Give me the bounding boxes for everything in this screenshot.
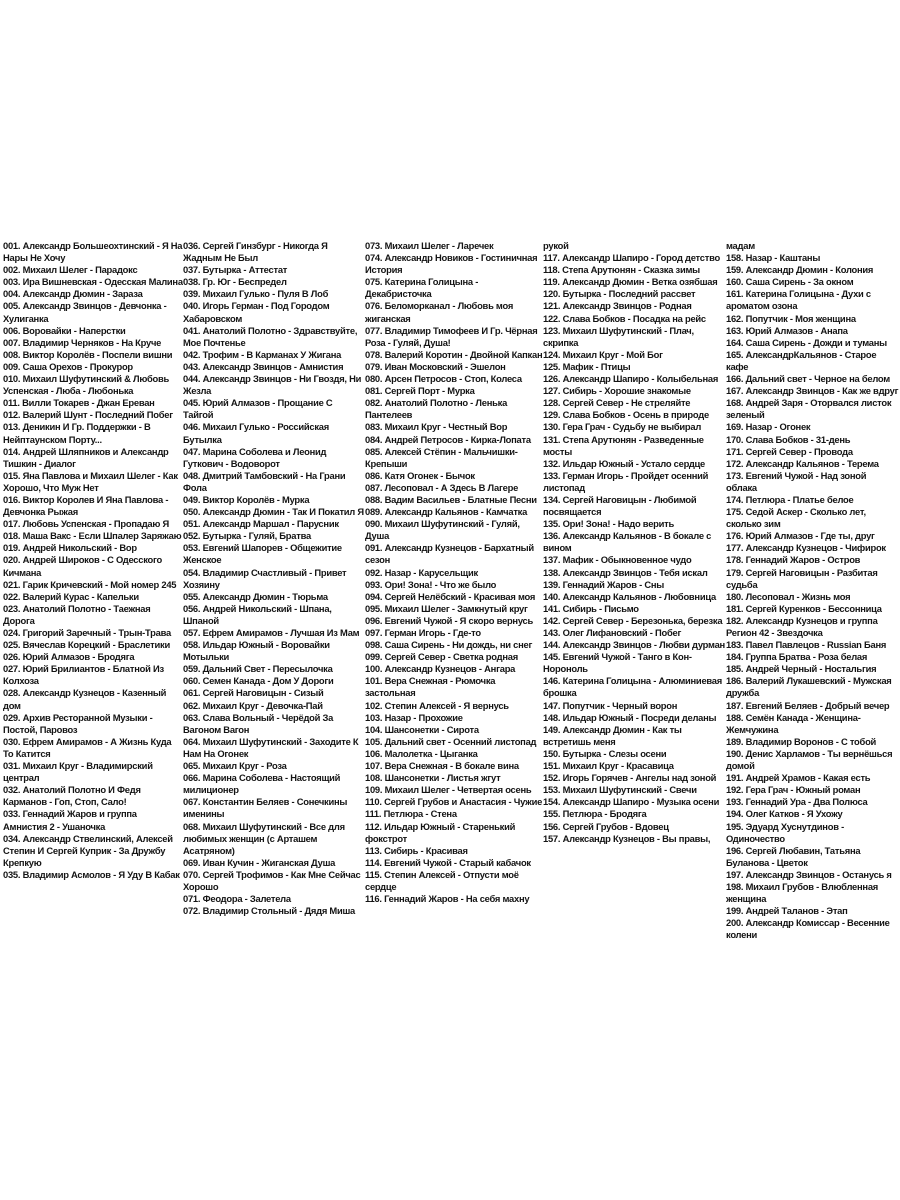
track-entry: 170. Слава Бобков - 31-день: [726, 433, 851, 445]
track-entry: 107. Вера Снежная - В бокале вина: [365, 760, 519, 772]
track-entry: 112. Ильдар Южный - Старенький фокстрот: [365, 820, 516, 844]
track-entry: 149. Александр Дюмин - Как ты встретишь меня: [543, 723, 682, 747]
track-entry: 180. Лесоповал - Жизнь моя: [726, 590, 851, 602]
track-entry: 156. Сергей Грубов - Вдовец: [543, 820, 669, 832]
track-entry: 108. Шансонетки - Листья жгут: [365, 772, 501, 784]
track-entry: 055. Александр Дюмин - Тюрьма: [183, 590, 328, 602]
track-entry: 051. Александр Маршал - Парусник: [183, 518, 339, 530]
track-entry: 172. Александр Кальянов - Терема: [726, 457, 879, 469]
track-entry: 060. Семен Канада - Дом У Дороги: [183, 675, 334, 687]
track-entry: 021. Гарик Кричевский - Мой номер 245: [3, 578, 177, 590]
track-entry: 066. Марина Соболева - Настоящий милиционер: [183, 772, 341, 796]
track-entry: 085. Алексей Стёпин - Мальчишки-Крепыши: [365, 445, 518, 469]
track-entry: 037. Бутырка - Аттестат: [183, 264, 288, 276]
tracklist-column-1: [3, 240, 183, 960]
track-entry: 137. Мафик - Обыкновенное чудо: [543, 554, 692, 566]
track-entry: 024. Григорий Заречный - Трын-Трава: [3, 627, 171, 638]
track-entry: 101. Вера Снежная - Рюмочка застольная: [365, 675, 496, 699]
track-entry: 082. Анатолий Полотно - Ленька Пантелеев: [365, 397, 508, 421]
track-entry: 119. Александр Дюмин - Ветка озябшая: [543, 276, 718, 288]
track-entry: 182. Александр Кузнецов и группа Регион 42 - Звездочка: [726, 614, 878, 638]
track-entry: 142. Сергей Север - Березонька, березка: [543, 614, 723, 626]
track-entry: 094. Сергей Нелёбский - Красивая моя: [365, 590, 536, 602]
track-entry: 133. Герман Игорь - Пройдет осенний листопад: [543, 469, 709, 493]
track-entry: 006. Воровайки - Наперстки: [3, 324, 126, 336]
track-entry: 088. Вадим Васильев - Блатные Песни: [365, 493, 537, 505]
track-entry: 192. Гера Грач - Южный роман: [726, 784, 861, 796]
track-entry: 093. Ори! Зона! - Что же было: [365, 578, 497, 590]
track-entry: 162. Попутчик - Моя женщина: [726, 312, 856, 324]
track-entry: 029. Архив Ресторанной Музыки - Постой, Паровоз: [3, 711, 153, 735]
track-entry: 163. Юрий Алмазов - Анапа: [726, 324, 848, 336]
track-entry: 129. Слава Бобков - Осень в природе: [543, 409, 709, 421]
track-entry: 165. АлександрКальянов - Старое кафе: [726, 348, 877, 372]
track-entry: 179. Сергей Наговицын - Разбитая судьба: [726, 566, 878, 590]
track-entry: 159. Александр Дюмин - Колония: [726, 264, 874, 276]
track-entry: 002. Михаил Шелег - Парадокс: [3, 264, 138, 276]
track-entry: 189. Владимир Воронов - С тобой: [726, 735, 877, 747]
track-entry: 166. Дальний свет - Черное на белом: [726, 373, 890, 385]
track-entry: 003. Ира Вишневская - Одесская Малина: [3, 276, 183, 288]
track-entry: 100. Александр Кузнецов - Ангара: [365, 663, 516, 675]
track-entry: 143. Олег Лифановский - Побег: [543, 627, 682, 638]
track-entry: 010. Михаил Шуфутинский & Любовь Успенская - Люба - Любонька: [3, 373, 170, 397]
track-entry: 044. Александр Звинцов - Ни Гвоздя, Ни Жезла: [183, 373, 362, 397]
track-entry: 071. Феодора - Залетела: [183, 893, 291, 905]
track-entry: 190. Денис Харламов - Ты вернёшься домой: [726, 747, 893, 772]
track-entry: 034. Александр Ствелинский, Алексей Степин И Сергей Куприк - За Дружбу Крепкую: [3, 832, 173, 868]
track-entry: 027. Юрий Брилиантов - Блатной Из Колхоза: [3, 663, 164, 687]
track-entry: 164. Саша Сирень - Дожди и туманы: [726, 336, 887, 348]
track-entry: 195. Эдуард Хуснутдинов - Одиночество: [726, 820, 844, 844]
track-entry: 138. Александр Звинцов - Тебя искал: [543, 566, 708, 578]
track-entry: 050. Александр Дюмин - Так И Покатил Я: [183, 506, 364, 518]
track-entry: 033. Геннадий Жаров и группа Амнистия 2 - Ушаночка: [3, 808, 137, 832]
track-entry: 102. Степин Алексей - Я вернусь: [365, 699, 509, 711]
track-entry: 015. Яна Павлова и Михаил Шелег - Как Хорошо, Что Муж Нет: [3, 469, 178, 493]
track-entry: 139. Геннадий Жаров - Сны: [543, 578, 665, 590]
track-entry: 040. Игорь Герман - Под Городом Хабаровском: [183, 300, 330, 324]
track-entry: 140. Александр Кальянов - Любовница: [543, 590, 716, 602]
track-entry: 030. Ефрем Амирамов - А Жизнь Куда То Катится: [3, 735, 172, 759]
track-entry: 110. Сергей Грубов и Анастасия - Чужие: [365, 796, 543, 808]
track-entry: 078. Валерий Коротин - Двойной Капкан: [365, 348, 543, 360]
track-entry: 194. Олег Катков - Я Ухожу: [726, 808, 843, 820]
track-entry: 045. Юрий Алмазов - Прощание С Тайгой: [183, 397, 333, 421]
track-entry: 146. Катерина Голицына - Алюминиевая брошка: [543, 675, 722, 699]
track-entry: 062. Михаил Круг - Девочка-Пай: [183, 699, 323, 711]
track-entry: 070. Сергей Трофимов - Как Мне Сейчас Хорошо: [183, 868, 361, 892]
track-entry: 005. Александр Звинцов - Девчонка - Хулиганка: [3, 300, 167, 324]
track-entry: 175. Седой Аскер - Сколько лет, сколько зим: [726, 506, 866, 530]
track-entry: 061. Сергей Наговицын - Сизый: [183, 687, 324, 699]
track-entry: 148. Ильдар Южный - Посреди деланы: [543, 711, 717, 723]
track-entry: 131. Степа Арутюнян - Разведенные мосты: [543, 433, 704, 457]
track-entry: 079. Иван Московский - Эшелон: [365, 360, 506, 372]
track-entry: 144. Александр Звинцов - Любви дурман: [543, 639, 725, 651]
track-entry: 058. Ильдар Южный - Воровайки Мотыльки: [183, 639, 330, 663]
track-entry: 168. Андрей Заря - Оторвался листок зеленый: [726, 397, 892, 421]
track-entry: 154. Александр Шапиро - Музыка осени: [543, 796, 720, 808]
track-entry: 087. Лесоповал - А Здесь В Лагере: [365, 481, 519, 493]
track-entry: 063. Слава Вольный - Черёдой За Вагоном Вагон: [183, 711, 334, 735]
track-entry: 113. Сибирь - Красивая: [365, 844, 468, 856]
track-entry: 036. Сергей Гинзбург - Никогда Я Жадным Не Был: [183, 240, 328, 264]
track-entry: 076. Беломорканал - Любовь моя жиганская: [365, 300, 514, 324]
track-entry: 038. Гр. Юг - Беспредел: [183, 276, 287, 288]
track-entry: 086. Катя Огонек - Бычок: [365, 469, 475, 481]
track-entry: 155. Петлюра - Бродяга: [543, 808, 647, 820]
track-entry: 096. Евгений Чужой - Я скоро вернусь: [365, 614, 534, 626]
track-entry: 151. Михаил Круг - Красавица: [543, 760, 674, 772]
track-entry: 041. Анатолий Полотно - Здравствуйте, Мое Почтенье: [183, 324, 358, 348]
track-entry: 025. Вячеслав Корецкий - Браслетики: [3, 639, 170, 651]
track-entry: 130. Гера Грач - Судьбу не выбирал: [543, 421, 702, 433]
track-entry: 004. Александр Дюмин - Зараза: [3, 288, 143, 300]
tracklist-column-2: [183, 240, 365, 960]
track-entry: 174. Петлюра - Платье белое: [726, 493, 854, 505]
track-entry: 035. Владимир Асмолов - Я Уду В Кабак: [3, 868, 180, 880]
track-entry: 039. Михаил Гулько - Пуля В Лоб: [183, 288, 329, 300]
track-entry: мадам: [726, 240, 755, 251]
track-entry: 181. Сергей Куренков - Бессонница: [726, 602, 882, 614]
track-entry: 114. Евгений Чужой - Старый кабачок: [365, 856, 531, 868]
track-entry: 187. Евгений Беляев - Добрый вечер: [726, 699, 890, 711]
track-entry: 064. Михаил Шуфутинский - Заходите К Нам На Огонек: [183, 735, 359, 759]
track-entry: 167. Александр Звинцов - Как же вдруг: [726, 385, 899, 397]
track-entry: 197. Александр Звинцов - Останусь я: [726, 868, 892, 880]
track-entry: 115. Степин Алексей - Отпусти моё сердце: [365, 868, 519, 892]
track-entry: 124. Михаил Круг - Мой Бог: [543, 348, 663, 360]
tracklist-column-5: [726, 240, 899, 960]
track-entry: 153. Михаил Шуфутинский - Свечи: [543, 784, 697, 796]
track-entry: 111. Петлюра - Стена: [365, 808, 457, 820]
track-entry: 072. Владимир Стольный - Дядя Миша: [183, 905, 356, 917]
track-entry: 012. Валерий Шунт - Последний Побег: [3, 409, 173, 421]
track-entry: 073. Михаил Шелег - Ларечек: [365, 240, 494, 251]
track-entry: 053. Евгений Шапорев - Общежитие Женское: [183, 542, 342, 566]
track-entry: 134. Сергей Наговицын - Любимой посвящается: [543, 493, 697, 518]
track-entry: 141. Сибирь - Письмо: [543, 602, 639, 614]
track-entry: рукой: [543, 240, 569, 251]
track-entry: 046. Михаил Гулько - Российская Бутылка: [183, 421, 329, 445]
tracklist-column-3: [365, 240, 543, 960]
track-entry: 081. Сергей Порт - Мурка: [365, 385, 475, 397]
track-entry: 128. Сергей Север - Не стреляйте: [543, 397, 691, 409]
track-entry: 127. Сибирь - Хорошие знакомые: [543, 385, 691, 397]
track-entry: 009. Саша Орехов - Прокурор: [3, 360, 133, 372]
track-entry: 117. Александр Шапиро - Город детство: [543, 252, 720, 264]
track-entry: 147. Попутчик - Черный ворон: [543, 699, 678, 711]
track-entry: 200. Александр Комиссар - Весенние колени: [726, 917, 890, 941]
track-entry: 116. Геннадий Жаров - На себя махну: [365, 893, 530, 905]
track-entry: 011. Вилли Токарев - Джан Ереван: [3, 397, 155, 409]
tracklist-column-4: [543, 240, 726, 960]
track-entry: 090. Михаил Шуфутинский - Гуляй, Душа: [365, 518, 520, 542]
track-entry: 059. Дальний Свет - Пересылочка: [183, 663, 333, 675]
track-entry: 056. Андрей Никольский - Шпана, Шпаной: [183, 602, 332, 626]
track-entry: 098. Саша Сирень - Ни дождь, ни снег: [365, 639, 533, 651]
track-entry: 158. Назар - Каштаны: [726, 252, 821, 264]
track-entry: 157. Александр Кузнецов - Вы правы,: [543, 832, 711, 844]
track-entry: 001. Александр Большеохтинский - Я На Нары Не Хочу: [3, 240, 183, 264]
track-entry: 161. Катерина Голицына - Духи с ароматом озона: [726, 288, 871, 312]
track-entry: 020. Андрей Широков - С Одесского Кичмана: [3, 554, 163, 578]
track-entry: 031. Михаил Круг - Владимирский централ: [3, 760, 153, 784]
track-entry: 185. Андрей Черный - Ностальгия: [726, 663, 877, 675]
track-entry: 008. Виктор Королёв - Поспели вишни: [3, 348, 173, 360]
track-entry: 043. Александр Звинцов - Амнистия: [183, 360, 344, 372]
track-entry: 068. Михаил Шуфутинский - Все для любимых женщин (с Арташем Асатряном): [183, 820, 345, 856]
track-entry: 105. Дальний свет - Осенний листопад: [365, 735, 537, 747]
track-entry: 014. Андрей Шляпников и Александр Тишкин - Диалог: [3, 445, 169, 469]
track-entry: 160. Саша Сирень - За окном: [726, 276, 854, 288]
track-entry: 048. Дмитрий Тамбовский - На Грани Фола: [183, 469, 346, 493]
track-entry: 173. Евгений Чужой - Над зоной облака: [726, 469, 867, 493]
track-entry: 169. Назар - Огонек: [726, 421, 811, 433]
track-entry: 023. Анатолий Полотно - Таежная Дорога: [3, 602, 151, 626]
track-entry: 109. Михаил Шелег - Четвертая осень: [365, 784, 532, 796]
track-entry: 084. Андрей Петросов - Кирка-Лопата: [365, 433, 531, 445]
track-entry: 125. Мафик - Птицы: [543, 360, 631, 372]
track-entry: 075. Катерина Голицына - Декабристочка: [365, 276, 479, 300]
track-entry: 095. Михаил Шелег - Замкнутый круг: [365, 602, 528, 614]
track-entry: 099. Сергей Север - Светка родная: [365, 651, 518, 663]
track-entry: 067. Константин Беляев - Сонечкины именины: [183, 796, 348, 820]
track-entry: 135. Ори! Зона! - Надо верить: [543, 518, 675, 530]
track-entry: 199. Андрей Таланов - Этап: [726, 905, 848, 917]
track-entry: 191. Андрей Храмов - Какая есть: [726, 772, 871, 784]
track-entry: 106. Малолетка - Цыганка: [365, 747, 478, 759]
track-entry: 152. Игорь Горячев - Ангелы над зоной: [543, 772, 717, 784]
track-entry: 007. Владимир Черняков - На Круче: [3, 336, 162, 348]
track-entry: 150. Бутырка - Слезы осени: [543, 747, 667, 759]
track-entry: 026. Юрий Алмазов - Бродяга: [3, 651, 135, 663]
track-entry: 019. Андрей Никольский - Вор: [3, 542, 137, 554]
track-entry: 047. Марина Соболева и Леонид Гуткович - Водоворот: [183, 445, 327, 469]
track-entry: 089. Александр Кальянов - Камчатка: [365, 506, 528, 518]
track-entry: 018. Маша Вакс - Если Шпалер Заряжаю: [3, 530, 182, 542]
track-entry: 042. Трофим - В Карманах У Жигана: [183, 348, 342, 360]
track-entry: 145. Евгений Чужой - Танго в Кон-Нороноль: [543, 651, 692, 675]
track-entry: 183. Павел Павлецов - Russian Баня: [726, 639, 887, 651]
track-entry: 013. Деникин И Гр. Поддержки - В Нейптаунском Порту...: [3, 421, 151, 445]
track-entry: 057. Ефрем Амирамов - Лучшая Из Мам: [183, 627, 360, 638]
track-entry: 074. Александр Новиков - Гостиничная История: [365, 252, 538, 276]
track-entry: 080. Арсен Петросов - Стоп, Колеса: [365, 373, 522, 385]
track-entry: 091. Александр Кузнецов - Бархатный сезон: [365, 542, 534, 566]
track-entry: 121. Александр Звинцов - Родная: [543, 300, 692, 312]
track-entry: 065. Михаил Круг - Роза: [183, 760, 287, 772]
track-entry: 196. Сергей Любавин, Татьяна Буланова - Цветок: [726, 844, 861, 868]
track-entry: 083. Михаил Круг - Честный Вор: [365, 421, 508, 433]
track-entry: 193. Геннадий Ура - Два Полюса: [726, 796, 868, 808]
track-entry: 188. Семён Канада - Женщина-Жемчужина: [726, 711, 861, 735]
track-entry: 176. Юрий Алмазов - Где ты, друг: [726, 530, 875, 542]
track-entry: 123. Михаил Шуфутинский - Плач, скрипка: [543, 324, 694, 348]
track-entry: 069. Иван Кучин - Жиганская Душа: [183, 856, 336, 868]
track-entry: 126. Александр Шапиро - Колыбельная: [543, 373, 719, 385]
track-entry: 092. Назар - Карусельщик: [365, 566, 478, 578]
track-entry: 118. Степа Арутюнян - Сказка зимы: [543, 264, 700, 276]
track-entry: 049. Виктор Королёв - Мурка: [183, 493, 310, 505]
track-entry: 054. Владимир Счастливый - Привет Хозяину: [183, 566, 347, 590]
track-entry: 104. Шансонетки - Сирота: [365, 723, 479, 735]
track-entry: 022. Валерий Курас - Капельки: [3, 590, 139, 602]
track-entry: 032. Анатолий Полотно И Федя Карманов - Гоп, Стоп, Сало!: [3, 784, 141, 808]
track-entry: 136. Александр Кальянов - В бокале с вином: [543, 530, 712, 554]
track-entry: 177. Александр Кузнецов - Чифирок: [726, 542, 886, 554]
track-entry: 198. Михаил Грубов - Влюбленная женщина: [726, 880, 879, 905]
track-entry: 028. Александр Кузнецов - Казенный дом: [3, 687, 167, 711]
track-entry: 171. Сергей Север - Провода: [726, 445, 853, 457]
track-entry: 122. Слава Бобков - Посадка на рейс: [543, 312, 706, 324]
tracklist-sheet: [3, 240, 899, 960]
track-entry: 132. Ильдар Южный - Устало сердце: [543, 457, 706, 469]
track-entry: 186. Валерий Лукашевский - Мужская дружба: [726, 675, 892, 699]
track-entry: 120. Бутырка - Последний рассвет: [543, 288, 696, 300]
track-entry: 178. Геннадий Жаров - Остров: [726, 554, 861, 566]
track-entry: 016. Виктор Королев И Яна Павлова - Девчонка Рыжая: [3, 493, 169, 518]
track-entry: 184. Группа Братва - Роза белая: [726, 651, 868, 663]
track-entry: 052. Бутырка - Гуляй, Братва: [183, 530, 311, 542]
track-entry: 103. Назар - Прохожие: [365, 711, 463, 723]
track-entry: 017. Любовь Успенская - Пропадаю Я: [3, 518, 169, 530]
track-entry: 097. Герман Игорь - Где-то: [365, 627, 481, 638]
track-entry: 077. Владимир Тимофеев И Гр. Чёрная Роза - Гуляй, Душа!: [365, 324, 538, 348]
